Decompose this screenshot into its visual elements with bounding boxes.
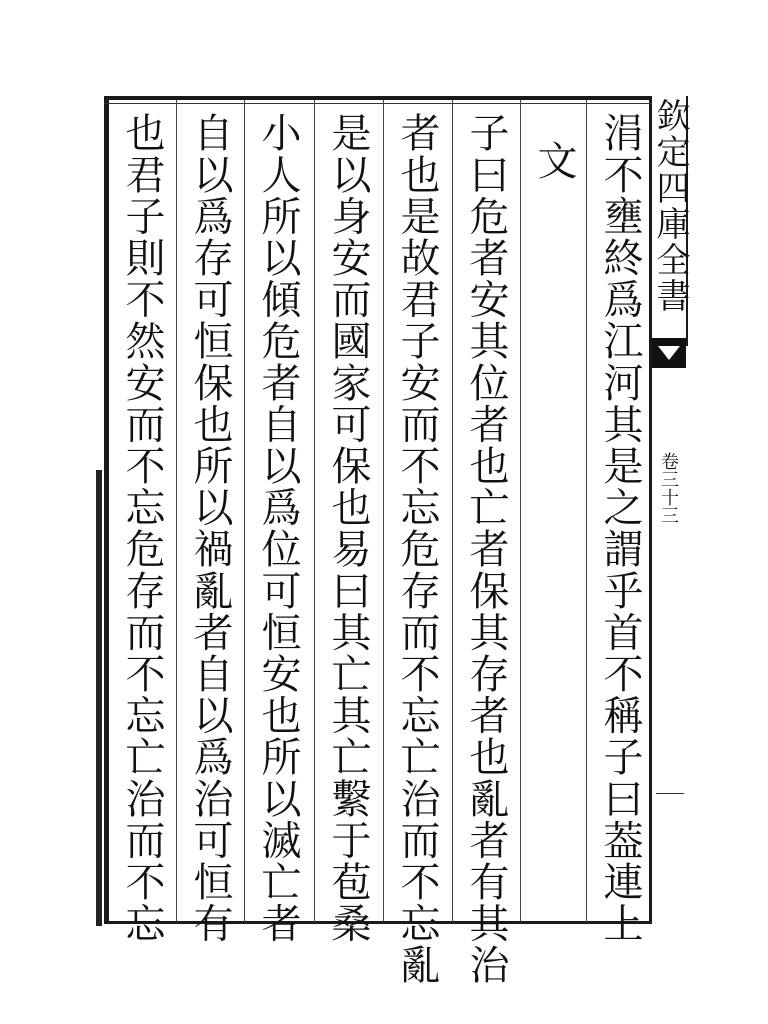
left-binding-bar: [96, 470, 102, 926]
frame-inner-rule: [104, 103, 652, 104]
margin-volume-label: 卷三十三: [658, 452, 679, 524]
text-column-3: 子曰危者安其位者也亡者保其存者也亂者有其治: [463, 112, 509, 986]
column-divider: [520, 100, 521, 922]
column-divider: [586, 100, 587, 922]
column-divider: [244, 100, 245, 922]
text-column-4: 者也是故君子安而不忘危存而不忘亡治而不忘亂: [394, 112, 440, 986]
margin-book-title: 欽定四庫全書: [650, 98, 690, 314]
text-column-2: 文: [531, 140, 577, 182]
text-column-1: 涓不壅終爲江河其是之謂乎首不稱子曰葢連上: [597, 112, 643, 944]
column-divider: [383, 100, 384, 922]
text-column-7: 自以爲存可恒保也所以禍亂者自以爲治可恒有: [187, 112, 233, 944]
margin-tick-rule: [656, 793, 684, 794]
column-divider: [452, 100, 453, 922]
text-column-6: 小人所以傾危者自以爲位可恒安也所以滅亡者: [255, 112, 301, 944]
column-divider: [176, 100, 177, 922]
fish-tail-mark: [652, 338, 686, 368]
text-column-8: 也君子則不然安而不忘危存而不忘亡治而不忘: [119, 112, 165, 944]
column-divider: [314, 100, 315, 922]
text-column-5: 是以身安而國家可保也易曰其亡其亡繫于苞桑: [325, 112, 371, 944]
